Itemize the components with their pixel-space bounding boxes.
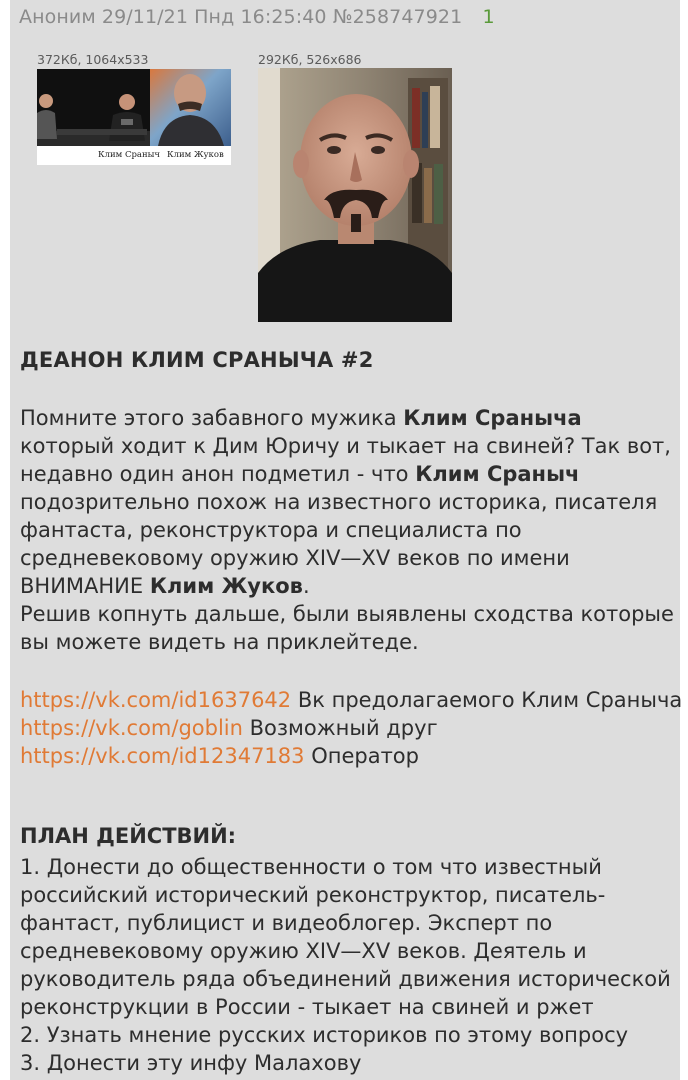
post-date: 29/11/21 Пнд 16:25:40 bbox=[101, 6, 327, 28]
thumb-caption-2: Клим Жуков bbox=[167, 150, 224, 160]
vk-link-3[interactable]: https://vk.com/id12347183 bbox=[20, 744, 305, 768]
link-description: Вк предолагаемого Клим Сраныча bbox=[291, 688, 683, 712]
bold-text: Клим Жуков bbox=[149, 574, 303, 598]
plan-item: 2. Узнать мнение русских историков по этому вопросу bbox=[20, 1023, 629, 1047]
file-thumbnail-1[interactable] bbox=[37, 69, 231, 165]
paragraph-text: подозрительно похож на известного историка, писателя фантаста, реконструктора и специалиста по средневековому оружию XIV—XV веков по имени ВНИМАНИЕ bbox=[20, 490, 658, 598]
link-row bbox=[20, 686, 682, 714]
thumb-caption-1: Клим Сраныч bbox=[98, 150, 161, 160]
studio-scene-illustration bbox=[37, 69, 150, 146]
post-paragraph-2: Решив копнуть дальше, были выявлены сходства которые вы можете видеть на приклейтеде. bbox=[20, 602, 674, 654]
file-info-1[interactable]: 372Кб, 1064x533 bbox=[37, 52, 149, 67]
portrait-illustration bbox=[150, 69, 231, 146]
post-header bbox=[19, 6, 495, 28]
post-number[interactable]: №258747921 bbox=[332, 6, 463, 28]
post-container bbox=[10, 0, 683, 1080]
paragraph-text: . bbox=[302, 574, 310, 598]
vk-link-1[interactable]: https://vk.com/id1637642 bbox=[20, 688, 292, 712]
plan-item: 1. Донести до общественности о том что известный российский исторический реконструктор, писатель-фантаст, публицист и видеоблогер. Эксперт по средневековому оружию XIV—XV веков. Деятель и руководитель ряда объединений движения исторической реконструкции в России - тыкает на свиней и ржет bbox=[20, 855, 671, 1019]
thumb-scene-left bbox=[37, 69, 150, 146]
post-paragraph-1 bbox=[20, 404, 680, 600]
post-subject: ДЕАНОН КЛИМ СРАНЫЧА #2 bbox=[20, 348, 374, 372]
link-row bbox=[20, 742, 682, 770]
thumb-scene-right bbox=[150, 69, 231, 146]
links-block bbox=[20, 686, 682, 770]
file-thumbnail-2[interactable] bbox=[258, 68, 452, 322]
paragraph-text: Помните этого забавного мужика bbox=[20, 406, 404, 430]
plan-item: 3. Донести эту инфу Малахову bbox=[20, 1051, 362, 1075]
file-info-2[interactable]: 292Кб, 526x686 bbox=[258, 52, 362, 67]
link-row bbox=[20, 714, 682, 742]
link-description: Возможный друг bbox=[242, 716, 438, 740]
reply-count-link[interactable]: 1 bbox=[482, 6, 495, 28]
link-description: Оператор bbox=[304, 744, 419, 768]
post-author: Аноним bbox=[19, 6, 96, 28]
portrait-photo-illustration bbox=[258, 68, 452, 322]
plan-title: ПЛАН ДЕЙСТВИЙ: bbox=[20, 824, 237, 848]
paragraph-text: который ходит к Дим Юричу и тыкает на свиней? Так вот, недавно один анон подметил - что bbox=[20, 434, 671, 486]
bold-text: Клим Сраныч bbox=[415, 462, 580, 486]
plan-list bbox=[20, 853, 680, 1077]
bold-text: Клим Сраныча bbox=[403, 406, 582, 430]
vk-link-2[interactable]: https://vk.com/goblin bbox=[20, 716, 243, 740]
